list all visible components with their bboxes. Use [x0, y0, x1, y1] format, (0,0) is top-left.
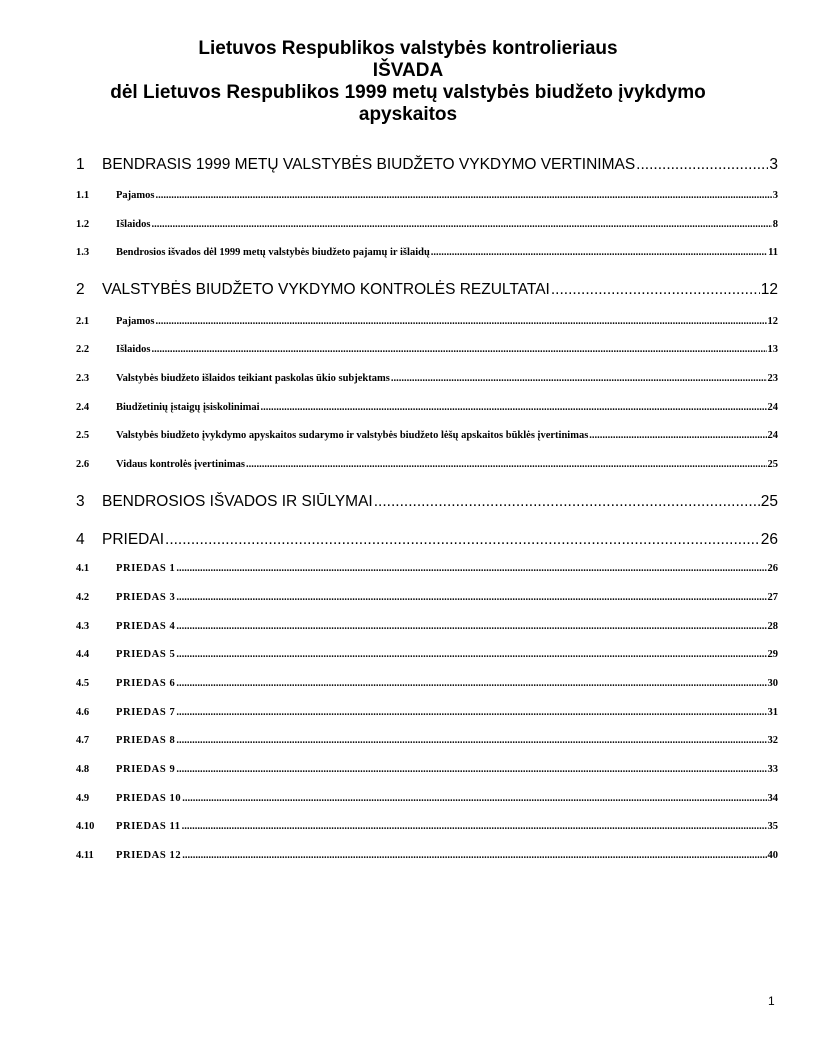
toc-entry[interactable]: [76, 402, 778, 413]
toc-label: PRIEDAS 8: [116, 735, 176, 746]
toc-page: 3: [769, 156, 778, 173]
toc-number: 2.5: [76, 430, 90, 441]
document-title: [0, 38, 816, 126]
toc-page: 12: [767, 316, 778, 327]
toc-page: 11: [768, 247, 778, 258]
toc-number: 2: [76, 281, 85, 298]
toc-page: 26: [760, 531, 778, 548]
toc-entry[interactable]: [76, 764, 778, 775]
toc-number: 2.6: [76, 459, 90, 470]
toc-entry[interactable]: [76, 281, 778, 299]
toc-entry[interactable]: [76, 459, 778, 470]
toc-number: 1.2: [76, 219, 90, 230]
toc-label: PRIEDAS 5: [116, 649, 176, 660]
toc-label: PRIEDAS 6: [116, 678, 176, 689]
toc-number: 4.9: [76, 793, 90, 804]
toc-label: PRIEDAS 10: [116, 793, 182, 804]
toc-label: BENDROSIOS IŠVADOS IR SIŪLYMAI: [102, 493, 373, 510]
title-line-1: Lietuvos Respublikos valstybės kontrolieriaus: [198, 38, 618, 59]
toc-label: PRIEDAS 3: [116, 592, 176, 603]
toc-entry[interactable]: [76, 531, 778, 549]
toc-entry[interactable]: [76, 793, 778, 804]
toc-number: 4.5: [76, 678, 90, 689]
toc-page: 3: [772, 190, 778, 201]
toc-entry[interactable]: [76, 678, 778, 689]
toc-page: 12: [760, 281, 778, 298]
toc-label: Vidaus kontrolės įvertinimas: [116, 459, 245, 470]
toc-number: 1.3: [76, 247, 90, 258]
toc-page: 24: [767, 402, 778, 413]
toc-number: 4.11: [76, 850, 94, 861]
toc-label: PRIEDAS 1: [116, 563, 176, 574]
toc-number: 4.1: [76, 563, 90, 574]
toc-label: PRIEDAS 9: [116, 764, 176, 775]
toc-entry[interactable]: [76, 649, 778, 660]
toc-entry[interactable]: [76, 373, 778, 384]
toc-entry[interactable]: [76, 735, 778, 746]
toc-entry[interactable]: [76, 344, 778, 355]
toc-label: PRIEDAS 12: [116, 850, 182, 861]
toc-number: 3: [76, 493, 85, 510]
toc-page: 25: [760, 493, 778, 510]
toc-label: Valstybės biudžeto išlaidos teikiant paskolas ūkio subjektams: [116, 373, 390, 384]
toc-page: 33: [767, 764, 778, 775]
toc-label: Pajamos: [116, 316, 155, 327]
toc-entry[interactable]: [76, 821, 778, 832]
toc-page: 24: [767, 430, 778, 441]
toc-entry[interactable]: [76, 493, 778, 511]
toc-number: 2.4: [76, 402, 90, 413]
toc-entry[interactable]: [76, 190, 778, 201]
toc-number: 4.4: [76, 649, 90, 660]
title-line-3: dėl Lietuvos Respublikos 1999 metų valstybės biudžeto įvykdymo: [110, 82, 706, 103]
toc-label: Išlaidos: [116, 219, 151, 230]
toc-label: Pajamos: [116, 190, 155, 201]
toc-page: 23: [767, 373, 778, 384]
toc-label: Biudžetinių įstaigų įsiskolinimai: [116, 402, 260, 413]
toc-label: PRIEDAS 11: [116, 821, 181, 832]
toc-entry[interactable]: [76, 430, 778, 441]
toc-label: PRIEDAS 4: [116, 621, 176, 632]
toc-page: 26: [767, 563, 778, 574]
toc-label: BENDRASIS 1999 METŲ VALSTYBĖS BIUDŽETO VYKDYMO VERTINIMAS: [102, 156, 636, 173]
toc-label: PRIEDAI: [102, 531, 165, 548]
title-line-4: apyskaitos: [358, 104, 458, 125]
toc-number: 4.8: [76, 764, 90, 775]
toc-page: 35: [767, 821, 778, 832]
toc-number: 2.3: [76, 373, 90, 384]
toc-page: 32: [767, 735, 778, 746]
toc-page: 29: [767, 649, 778, 660]
toc-page: 27: [767, 592, 778, 603]
toc-page: 8: [772, 219, 778, 230]
toc-entry[interactable]: [76, 247, 778, 258]
toc-page: 34: [767, 793, 778, 804]
page-number: 1: [768, 994, 775, 1008]
toc-label: Išlaidos: [116, 344, 151, 355]
toc-number: 1.1: [76, 190, 90, 201]
toc-entry[interactable]: [76, 316, 778, 327]
toc-label: Valstybės biudžeto įvykdymo apyskaitos sudarymo ir valstybės biudžeto lėšų apskaitos būklės įvertinimas: [116, 430, 589, 441]
toc-entry[interactable]: [76, 219, 778, 230]
toc-page: 40: [767, 850, 778, 861]
title-line-2: IŠVADA: [372, 60, 444, 81]
toc-entry[interactable]: [76, 707, 778, 718]
toc-number: 2.1: [76, 316, 90, 327]
toc-entry[interactable]: [76, 850, 778, 861]
toc-label: Bendrosios išvados dėl 1999 metų valstybės biudžeto pajamų ir išlaidų: [116, 247, 430, 258]
toc-number: 4.7: [76, 735, 90, 746]
toc-number: 2.2: [76, 344, 90, 355]
toc-number: 4.6: [76, 707, 90, 718]
toc-page: 31: [767, 707, 778, 718]
toc-label: PRIEDAS 7: [116, 707, 176, 718]
toc-number: 4.10: [76, 821, 95, 832]
toc-number: 4.2: [76, 592, 90, 603]
toc-entry[interactable]: [76, 156, 778, 174]
toc-entry[interactable]: [76, 621, 778, 632]
toc-entry[interactable]: [76, 592, 778, 603]
toc-page: 13: [767, 344, 778, 355]
toc-label: VALSTYBĖS BIUDŽETO VYKDYMO KONTROLĖS REZULTATAI: [102, 281, 550, 298]
toc-page: 30: [767, 678, 778, 689]
toc-entry[interactable]: [76, 563, 778, 574]
toc-page: 25: [767, 459, 778, 470]
toc-page: 28: [767, 621, 778, 632]
toc-number: 4.3: [76, 621, 90, 632]
toc-number: 1: [76, 156, 85, 173]
toc-number: 4: [76, 531, 85, 548]
